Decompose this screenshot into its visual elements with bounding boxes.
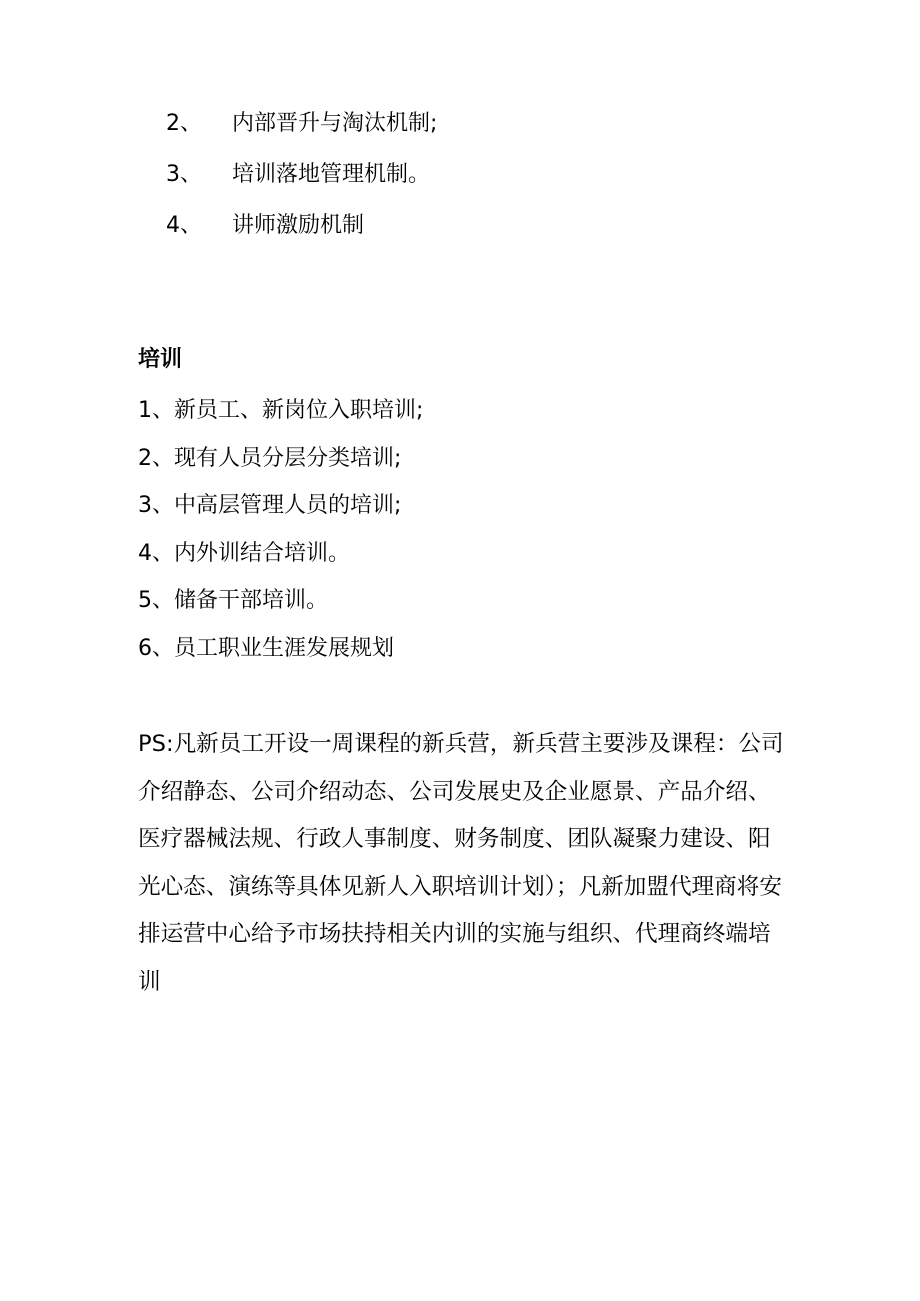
list-item: 4、内外训结合培训。 bbox=[138, 540, 350, 566]
training-list bbox=[138, 389, 423, 674]
list-item: 5、储备干部培训。 bbox=[138, 588, 328, 613]
list-item: 3、中高层管理人员的培训; bbox=[138, 493, 402, 518]
item-text: 讲师激励机制 bbox=[232, 212, 365, 238]
item-text: 培训落地管理机制。 bbox=[232, 161, 431, 187]
item-number: 3、 bbox=[166, 161, 202, 187]
list-item bbox=[166, 149, 437, 200]
list-item: 1、新员工、新岗位入职培训; bbox=[138, 398, 424, 423]
list-item: 6、员工职业生涯发展规划 bbox=[138, 635, 394, 661]
section-heading-training: 培训 bbox=[138, 347, 183, 372]
mechanism-list bbox=[166, 98, 437, 251]
list-item bbox=[166, 98, 437, 149]
ps-paragraph: PS:凡新员工开设一周课程的新兵营，新兵营主要涉及课程：公司介绍静态、公司介绍动态、公司发展史及企业愿景、产品介绍、医疗器械法规、行政人事制度、财务制度、团队凝聚力建设、阳光心态、演练等具体见新人入职培训计划）；凡新加盟代理商将安排运营中心给予市场扶持相关内训的实施与组织、代理商终端培训 bbox=[138, 731, 784, 995]
item-number: 2、 bbox=[166, 110, 202, 136]
item-text: 内部晋升与淘汰机制; bbox=[232, 110, 438, 136]
list-item bbox=[166, 200, 437, 251]
item-number: 4、 bbox=[166, 212, 202, 238]
list-item: 2、现有人员分层分类培训; bbox=[138, 445, 402, 471]
